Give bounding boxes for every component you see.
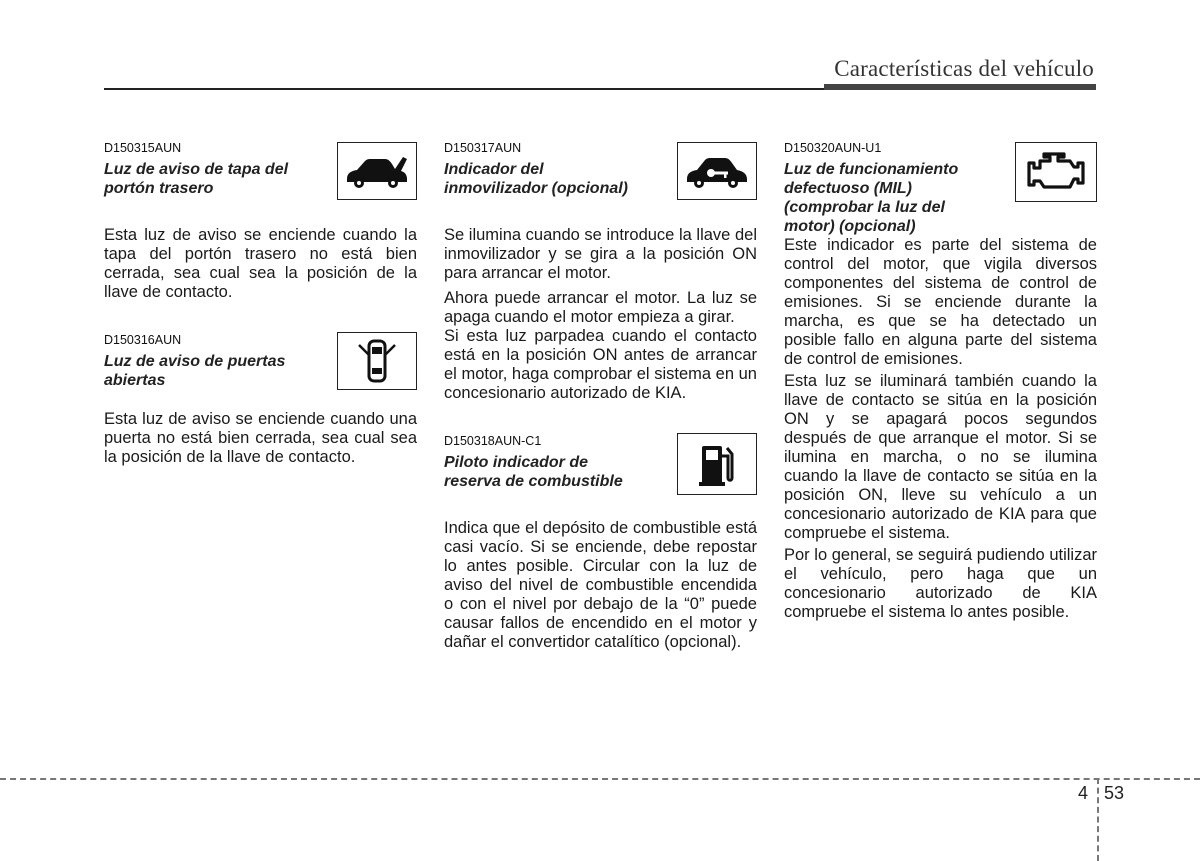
door-open-car-icon [337,332,417,390]
column-right [784,140,1097,622]
section-paragraph: Esta luz se iluminará también cuando la llave de contacto se sitúa en la posición ON y se apagará pocos segundos después de que arranque el motor. Si se ilumina en marcha, o no se ilumina cuando la llave de contacto se sitúa en la posición ON, lleve su vehículo a un concesionario autorizado de KIA para que compruebe el sistema. [784,372,1097,542]
section-header [784,140,1097,236]
section-code: D150316AUN [104,333,182,347]
section-header [104,332,417,410]
section-code: D150320AUN-U1 [784,141,882,155]
page-header-title: Características del vehículo [834,56,1094,81]
section-header [444,140,757,226]
section-code: D150317AUN [444,141,522,155]
section-paragraph: Ahora puede arrancar el motor. La luz se apaga cuando el motor empieza a girar. [444,289,757,326]
section-paragraph: Esta luz de aviso se enciende cuando una puerta no está bien cerrada, sea cual sea la posición de la llave de contacto. [104,410,417,466]
section-header [104,140,417,226]
check-engine-icon [1015,142,1097,202]
section-fuel [444,433,757,652]
chapter-number: 4 [1078,783,1089,803]
footer-divider [0,778,1200,780]
immobilizer-key-car-icon [677,142,757,200]
section-paragraph: Este indicador es parte del sistema de control del motor, que vigila diversos componentes del sistema de control de emisiones. Si se enciende durante la marcha, es que se ha detectado un posible fallo en alguna parte del sistema de control de emisiones. [784,236,1097,368]
header-rule-accent [824,84,1096,90]
section-code: D150315AUN [104,141,182,155]
section-code: D150318AUN-C1 [444,434,542,448]
section-doors [104,332,417,467]
section-paragraph: Esta luz de aviso se enciende cuando la tapa del portón trasero no está bien cerrada, sea cual sea la posición de la llave de contacto. [104,226,417,301]
section-title: Piloto indicador de reserva de combustible [444,454,623,490]
section-title: Indicador del inmovilizador (opcional) [444,161,629,197]
section-paragraph: Si esta luz parpadea cuando el contacto está en la posición ON antes de arrancar el motor, haga comprobar el sistema en un concesionario autorizado de KIA. [444,327,757,402]
column-left [104,140,417,467]
section-title: Luz de aviso de tapa del portón trasero [104,161,289,197]
header-rule [104,88,824,90]
section-mil [784,140,1097,622]
column-middle [444,140,757,652]
section-paragraph: Por lo general, se seguirá pudiendo utilizar el vehículo, pero haga que un concesionario autorizado de KIA compruebe el sistema lo antes posible. [784,546,1097,621]
trunk-open-car-icon [337,142,417,200]
section-title: Luz de funcionamiento defectuoso (MIL) (comprobar la luz del motor) (opcional) [784,161,959,235]
section-header [444,433,757,519]
section-title: Luz de aviso de puertas abiertas [104,353,286,389]
footer-vertical-divider [1097,778,1099,861]
section-paragraph: Indica que el depósito de combustible está casi vacío. Si se enciende, debe repostar lo antes posible. Circular con la luz de aviso del nivel de combustible encendida o con el nivel por debajo de la “0” puede causar fallos de encendido en el motor y dañar el convertidor catalítico (opcional). [444,519,757,651]
page-number: 53 [1104,783,1125,803]
section-immobilizer [444,140,757,403]
section-trunk [104,140,417,302]
fuel-pump-icon [677,433,757,495]
section-paragraph: Se ilumina cuando se introduce la llave del inmovilizador y se gira a la posición ON para arrancar el motor. [444,226,757,282]
